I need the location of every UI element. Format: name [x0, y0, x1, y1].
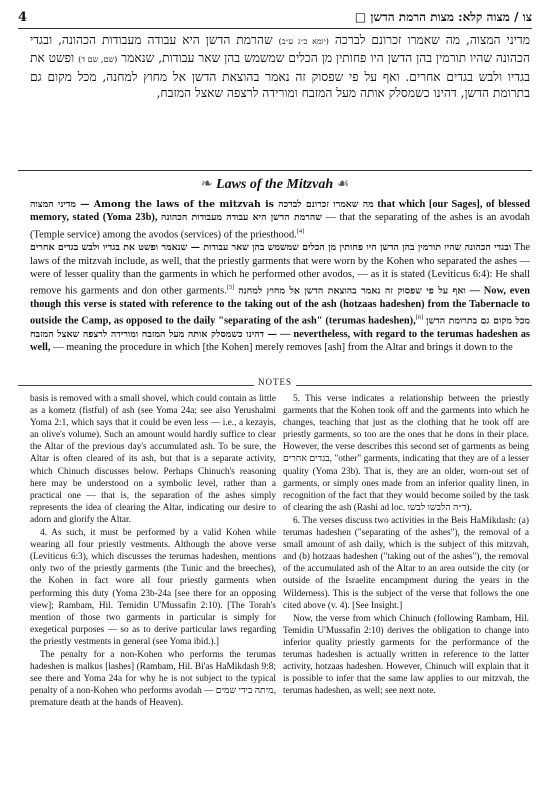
- hebrew-cite1: (יומא כ״ג ע״ב): [278, 37, 329, 46]
- translation-hebrew-2: ובגדי הכהונה שהיו תורמין בהן הדשן היו פחותין מן הכלים שמשמש בהן שאר עבודות — שנאמר ופשט את בגדיו ולבש בגדים אחרים: [30, 242, 512, 254]
- translation-hebrew-4: מכל מקום גם בתרומת הדשן — דהינו כשמסלק אותה מעל המזבח ומורידה לרצפה שאצל המזבח: [30, 315, 530, 341]
- footnote-ref-4: [4]: [296, 227, 305, 235]
- notes-heading-text: NOTES: [254, 377, 296, 387]
- translation-1b: Sages], of blessed memory, stated (Yoma 23b),: [30, 199, 530, 224]
- hebrew-text-part2: שהרמת הדשן היא עבודה מעבודות הכהונה, ובגדי הכהונה שהיו תורמין בהן הדשן היו פחותין מן הכלים שמשמש בהן שאר עבודות, שנאמר: [30, 33, 530, 66]
- running-title: [355, 10, 532, 25]
- note-paragraph: Now, the verse from which Chinuch (following Rambam, Hil. Temidin U'Mussafin 2:10) derives the obligation to change into inferior quality priestly garments for the performance of the terumas hadeshen is actually written in reference to the latter activity, hotzaas hadeshen. However, Chinuch will explain that it is possible to infer that the same law applies to our mitzvah, the terumas hadeshen, as well; see next note.: [283, 613, 529, 697]
- translation-block: [30, 198, 530, 374]
- footnote-ref-6: [6]: [415, 314, 424, 322]
- note-paragraph: 6. The verses discuss two activities in the Beis HaMikdash: (a) terumas hadeshen ("separating of the ashes"), the removal of a small amount of ash daily, which is the subject of this mitzvah, and (b) hotzaas hadeshen ("taking out of the ashes"), the removal of the accumulated ash of the Altar to an area outside the city (or outside of the Israelite encampment during the years in the Wilderness). This is the subject of the verse that follows the one cited above (v. 4). [See Insight.]: [283, 515, 529, 611]
- translation-hebrew-1: מדיני המצוה — Among the laws of the mitzvah is מה שאמרו זכרונם לברכה: [30, 199, 374, 210]
- notes-heading: [0, 377, 550, 387]
- ornament-icon: ☙: [336, 177, 350, 192]
- note-paragraph: basis is removed with a small shovel, which could contain as little as a kometz (fistful) of ash (see Yoma 24a; see also Yerushalmi Yoma 2:1, which says that it could be even less — i.e., a kezayis, an olive's volume). Such an amount would hardly suffice to clear the Altar of the previous day's accumulated ash. To be sure, the Altar is often cleared of its ash, but that is a separate activity, which Chinuch discusses below. Perhaps Chinuch's reasoning here may be understood on a symbolic level, rather than a practical one — that is, the separation of the ashes simply represents the idea of clearing the Altar, indicating our desire to adorn and glorify the Altar.: [30, 394, 276, 525]
- box-icon: □: [354, 9, 367, 24]
- note-paragraph: 5. This verse indicates a relationship between the priestly garments that the Kohen took off and the garments into which he changes, teaching that just as the clothing that he took off are priestly garments, so too are the ones that he dons in their place. However, the verse describes this second set of garments as being בגדים אחרים, "other" garments, indicating that they are of a lesser quality (Yoma 23b). That is, they are an older, worn-out set of garments, or simply ones made from an inferior quality linen, in recognition of the fact that they would become soiled by the task of clearing the ash (Rashi ad loc. ד״ה הלבשו לבשו).: [283, 394, 529, 513]
- note-paragraph: The penalty for a non-Kohen who performs the terumas hadeshen is malkus [lashes] (Rambam, Hil. Bi'as HaMikdash 9:8; see there and Yoma 24a for why he is not subject to the typical penalty of a non-Kohen who performs avodah — מיתה בידי שמים, premature death at the hands of Heaven).: [30, 649, 276, 709]
- hebrew-main-text: [30, 32, 530, 162]
- translation-4: — nevertheless, with regard to the terumas hadeshen as well,: [30, 329, 530, 354]
- footnote-ref-5: [5]: [226, 284, 235, 292]
- translation-5: — meaning the procedure in which [the Kohen] merely removes [ash] from the Altar and brings it down to the: [53, 342, 513, 354]
- page-header: [18, 8, 532, 29]
- page-number: 4: [18, 9, 28, 25]
- hebrew-cite2: (שם, שם ד): [78, 55, 118, 65]
- running-title-text: צו / מצוה קלא: מצות הרמת הדשן: [370, 9, 532, 24]
- divider-line: [18, 170, 532, 171]
- notes-column-right: [283, 393, 529, 773]
- hebrew-text-part1: מדיני המצוה, מה שאמרו זכרונם לברכה: [328, 33, 530, 47]
- translation-2: The laws of the mitzvah include, as well, that the priestly garments that were worn by the Kohen who separated the ashes — were of lesser quality than the garments in which he performed other avodos, — as it is stated (Leviticus 6:4): He shall remove his garments and don other garments.: [30, 242, 530, 297]
- translation-hebrew-1b: שהרמת הדשן היא עבודה מעבודות הכהונה: [161, 212, 322, 224]
- section-title: [0, 176, 550, 193]
- translation-hebrew-3: ואף על פי שפסוק זה נאמר בהוצאת הדשן אל מחוץ למחנה: [238, 285, 466, 297]
- note-paragraph: 4. As such, it must be performed by a valid Kohen while wearing all four priestly vestments. Although the above verse (Leviticus 6:3), which discusses the terumas hadeshen, mentions only two of the priestly garments (the Tunic and the breeches), the Kohen in fact wore all four priestly garments when performing this duty (Yoma 23b-24a [see there for an opposing view]; Rambam, Hil. Temidin U'Mussafin 2:10). [The Torah's mention of those two garments in particular is simply for exegetical purposes — so as to derive particular laws regarding the priestly vestments in general (see Yoma ibid.).]: [30, 528, 276, 647]
- notes-column-left: [30, 393, 276, 773]
- translation-1c: — that the separating of the ashes is an avodah (Temple service) among the avodos (services) of the priesthood.: [30, 212, 530, 241]
- translation-3: — Now, even though this verse is stated with reference to the taking out of the ash (hotzaas hadeshen) from the Tabernacle to outside the Camp, as opposed to the daily "separating of the ash" (terumas hadeshen),: [30, 285, 530, 327]
- translation-1a: that which [our: [377, 199, 448, 210]
- section-title-text: Laws of the Mitzvah: [216, 177, 334, 192]
- hebrew-text-part3: ופשט את בגדיו ולבש בגדים אחרים. ואף על פי שפסוק זה נאמר בהוצאת הדשן אל מחוץ למחנה, מכל מקום גם בתרומת הדשן, דהינו כשמסלק אותה מעל המזבח ומורידה לרצפה שאצל המזבח,: [30, 51, 530, 100]
- ornament-icon: ❧: [200, 177, 213, 192]
